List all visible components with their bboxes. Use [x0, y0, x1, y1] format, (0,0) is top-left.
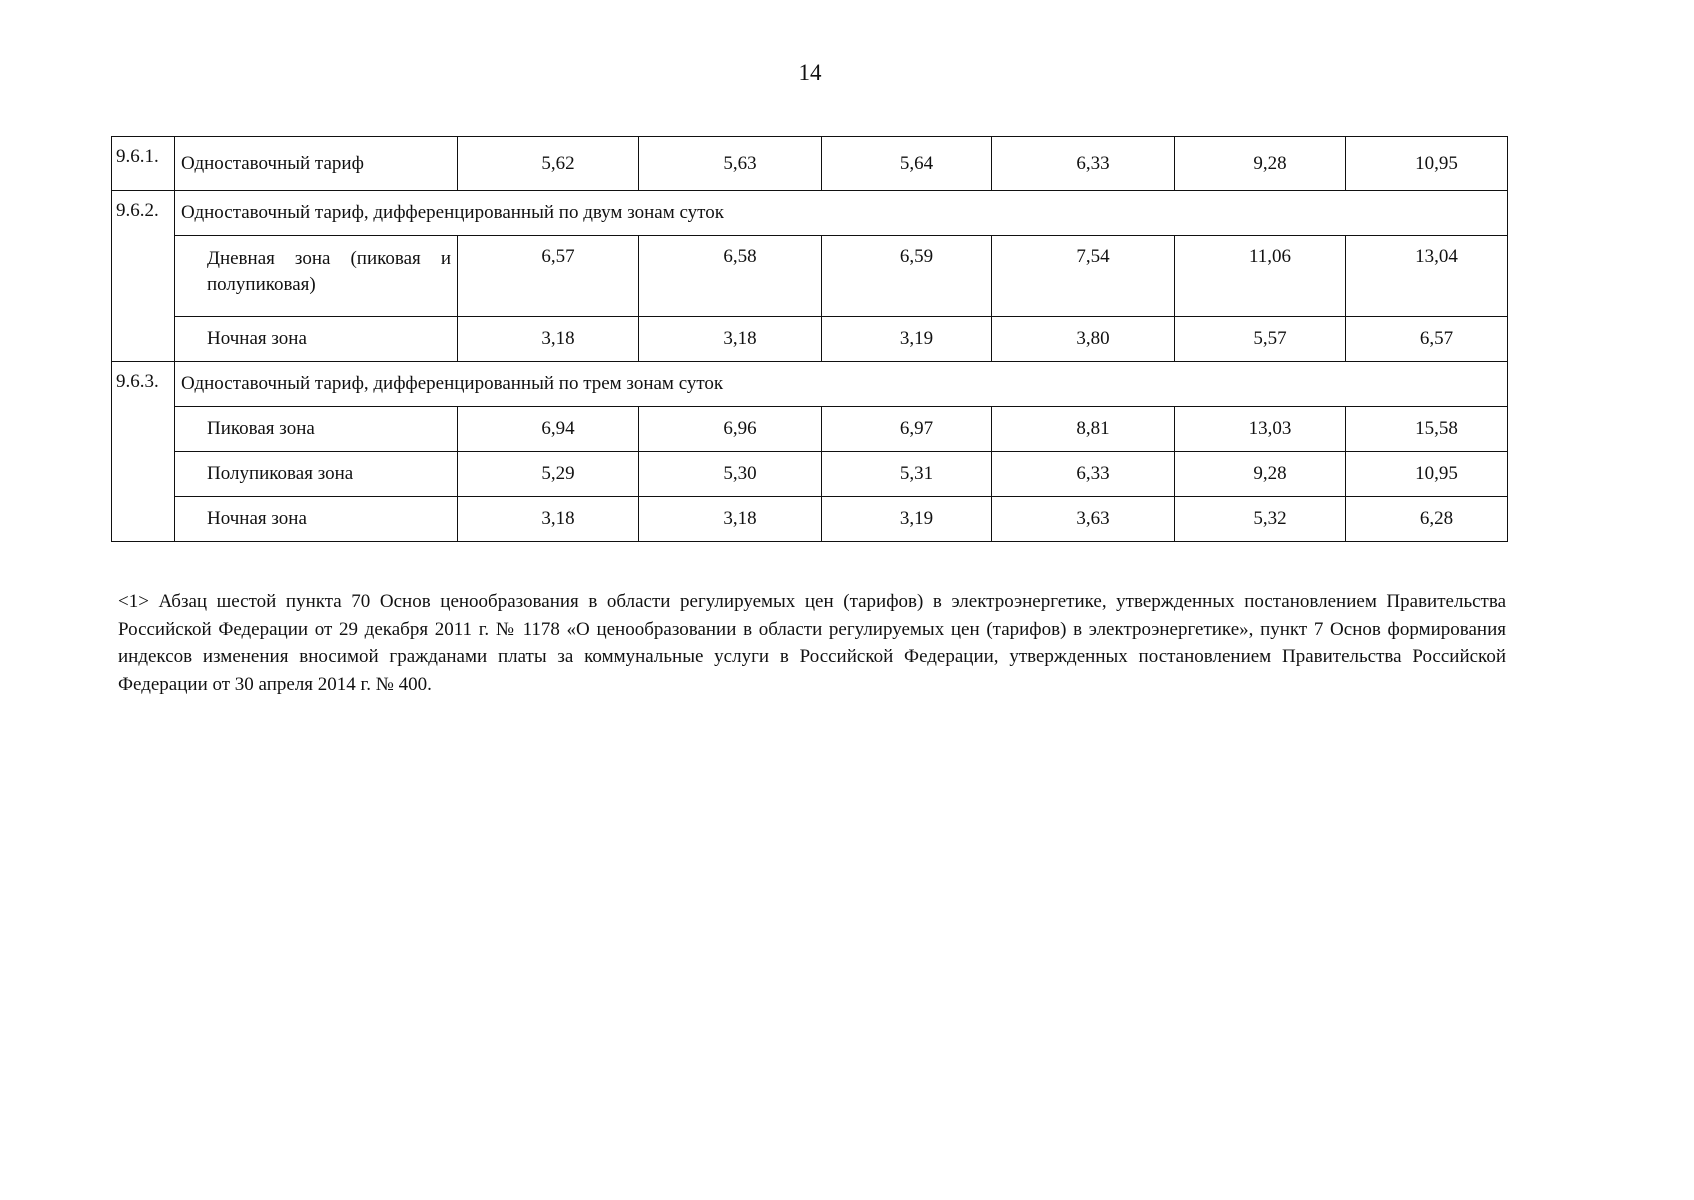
- row-label: Ночная зона: [175, 497, 458, 542]
- value-cell: 5,29: [458, 452, 639, 497]
- table-row: [112, 317, 1508, 362]
- section-label: Одноставочный тариф, дифференцированный по трем зонам суток: [175, 362, 1508, 407]
- value-cell: 3,63: [992, 497, 1175, 542]
- row-label: Ночная зона: [175, 317, 458, 362]
- value-cell: 6,57: [458, 236, 639, 317]
- value-cell: 3,18: [458, 497, 639, 542]
- value-cell: 6,33: [992, 452, 1175, 497]
- value-cell: 6,94: [458, 407, 639, 452]
- value-cell: 8,81: [992, 407, 1175, 452]
- value-cell: 6,97: [822, 407, 992, 452]
- row-number: 9.6.1.: [112, 137, 175, 191]
- table-row: [112, 407, 1508, 452]
- value-cell: 5,64: [822, 137, 992, 191]
- value-cell: 3,19: [822, 317, 992, 362]
- row-label: Полупиковая зона: [175, 452, 458, 497]
- value-cell: 6,28: [1346, 497, 1508, 542]
- value-cell: 5,62: [458, 137, 639, 191]
- value-cell: 9,28: [1175, 452, 1346, 497]
- value-cell: 10,95: [1346, 452, 1508, 497]
- value-cell: 3,18: [639, 317, 822, 362]
- value-cell: 5,30: [639, 452, 822, 497]
- value-cell: 6,33: [992, 137, 1175, 191]
- value-cell: 5,57: [1175, 317, 1346, 362]
- value-cell: 6,96: [639, 407, 822, 452]
- value-cell: 3,18: [639, 497, 822, 542]
- value-cell: 5,31: [822, 452, 992, 497]
- table-row: [112, 236, 1508, 317]
- value-cell: 6,57: [1346, 317, 1508, 362]
- table-row: [112, 137, 1508, 191]
- table-row: [112, 497, 1508, 542]
- value-cell: 13,04: [1346, 236, 1508, 317]
- value-cell: 15,58: [1346, 407, 1508, 452]
- value-cell: 13,03: [1175, 407, 1346, 452]
- row-number: 9.6.3.: [112, 362, 175, 542]
- row-number: 9.6.2.: [112, 191, 175, 362]
- value-cell: 6,59: [822, 236, 992, 317]
- tariff-table: [111, 136, 1508, 542]
- row-label: Пиковая зона: [175, 407, 458, 452]
- footnote: <1> Абзац шестой пункта 70 Основ ценообразования в области регулируемых цен (тарифов) в электроэнергетике, утвержденных постановлением Правительства Российской Федерации от 29 декабря 2011 г. № 1178 «О ценообразовании в области регулируемых цен (тарифов) в электроэнергетике», пункт 7 Основ формирования индексов изменения вносимой гражданами платы за коммунальные услуги в Российской Федерации, утвержденных постановлением Правительства Российской Федерации от 30 апреля 2014 г. № 400.: [118, 591, 1506, 695]
- value-cell: 6,58: [639, 236, 822, 317]
- table-section-row: [112, 191, 1508, 236]
- value-cell: 5,32: [1175, 497, 1346, 542]
- section-label: Одноставочный тариф, дифференцированный по двум зонам суток: [175, 191, 1508, 236]
- value-cell: 10,95: [1346, 137, 1508, 191]
- value-cell: 5,63: [639, 137, 822, 191]
- table-section-row: [112, 362, 1508, 407]
- table-row: [112, 452, 1508, 497]
- value-cell: 3,19: [822, 497, 992, 542]
- value-cell: 9,28: [1175, 137, 1346, 191]
- value-cell: 3,18: [458, 317, 639, 362]
- value-cell: 11,06: [1175, 236, 1346, 317]
- value-cell: 7,54: [992, 236, 1175, 317]
- value-cell: 3,80: [992, 317, 1175, 362]
- row-label: Дневная зона (пиковая и полупиковая): [175, 236, 458, 317]
- page-number: 14: [798, 60, 822, 85]
- row-label: Одноставочный тариф: [175, 137, 458, 191]
